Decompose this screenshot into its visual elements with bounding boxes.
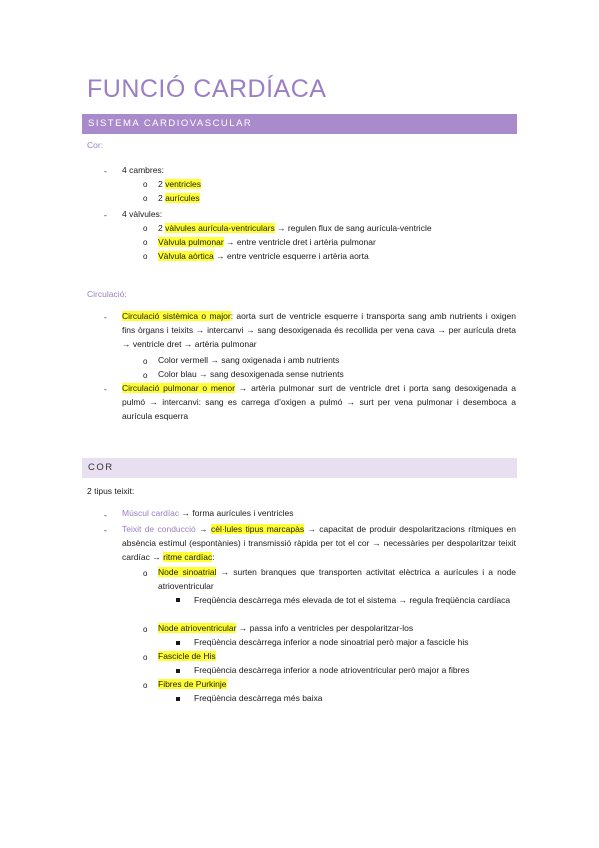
ventricles-item: 2 ventricles [158,179,201,189]
circulacio-pulmonar-item: Circulació pulmonar o menor → artèria pulmonar surt de ventricle dret i porta sang desoxigenada a pulmó → intercanvi: sang es carrega d’oxigen a pulmó → surt per vena pulmonar i desemboca a aurícula esquerra [122,383,516,421]
dash-bullet: - [104,166,107,176]
circle-bullet: o [143,194,148,203]
node-atrioventricular-item: Node atrioventricular → passa info a ventricles per despolaritzar-los [158,623,414,633]
teixits-label: 2 tipus teixit: [87,486,135,496]
dash-bullet: - [104,525,107,535]
dash-bullet: - [104,210,107,220]
circle-bullet: o [143,371,148,380]
dash-bullet: - [104,384,107,394]
valvules-item: 4 vàlvules: [122,209,163,219]
fibres-purkinje-item: Fibres de Purkinje [158,679,227,689]
circle-bullet: o [143,238,148,247]
color-blau-item: Color blau → sang desoxigenada sense nutrients [158,369,344,379]
fascicle-his-freq: Freqüència descàrrega inferior a node atrioventricular però major a fibres [194,665,470,675]
circle-bullet: o [143,681,148,690]
node-sinoatrial-item: Node sinoatrial → surten branques que transporten activitat elèctrica a aurícules i a node atrioventricular [158,567,516,591]
color-vermell-item: Color vermell → sang oxigenada i amb nutrients [158,355,340,365]
section-header-sistema: SISTEMA CARDIOVASCULAR [82,114,517,134]
fascicle-his-item: Fascicle de His [158,651,216,661]
square-bullet [176,598,180,602]
fibres-purkinje-freq: Freqüència descàrrega més baixa [194,693,323,703]
valvula-aortica-item: Vàlvula aòrtica → entre ventricle esquerre i artèria aorta [158,251,369,261]
teixit-conduccio-item: Teixit de conducció → cèl·lules tipus marcapàs → capacitat de produir despolaritzacions rítmiques en absència estímul (espontànies) i transmissió ràpida per tot el cor → necessàries per despolaritzar teixit cardíac → ritme cardíac: [122,524,516,562]
cambres-item: 4 cambres: [122,165,165,175]
circle-bullet: o [143,357,148,366]
page-title: FUNCIÓ CARDÍACA [87,75,327,103]
circle-bullet: o [143,252,148,261]
circle-bullet: o [143,224,148,233]
circulacio-sistemica-item: Circulació sistèmica o major: aorta surt de ventricle esquerre i transporta sang amb nutrients i oxigen fins òrgans i teixits → intercanvi → sang desoxigenada és recollida per vena cava → per aurícula dreta → ventricle dret → artèria pulmonar [122,311,516,349]
auricules-item: 2 aurícules [158,193,200,203]
cor-label: Cor: [87,140,104,150]
muscul-cardiac-item: Múscul cardíac → forma aurícules i ventricles [122,508,294,518]
valvules-av-item: 2 vàlvules aurícula-ventriculars → regulen flux de sang aurícula-ventricle [158,223,432,233]
dash-bullet: - [104,312,107,322]
circle-bullet: o [143,653,148,662]
square-bullet [176,641,180,645]
section-header-cor: COR [82,458,517,478]
square-bullet [176,669,180,673]
node-sinoatrial-freq: Freqüència descàrrega més elevada de tot el sistema → regula freqüència cardíaca [194,595,511,605]
circle-bullet: o [143,569,148,578]
square-bullet [176,697,180,701]
valvula-pulmonar-item: Vàlvula pulmonar → entre ventricle dret i artèria pulmonar [158,237,376,247]
node-atrioventricular-freq: Freqüència descàrrega inferior a node sinoatrial però major a fascicle his [194,637,469,647]
circle-bullet: o [143,625,148,634]
dash-bullet: - [104,510,107,520]
circle-bullet: o [143,180,148,189]
circulacio-label: Circulació: [87,289,127,299]
